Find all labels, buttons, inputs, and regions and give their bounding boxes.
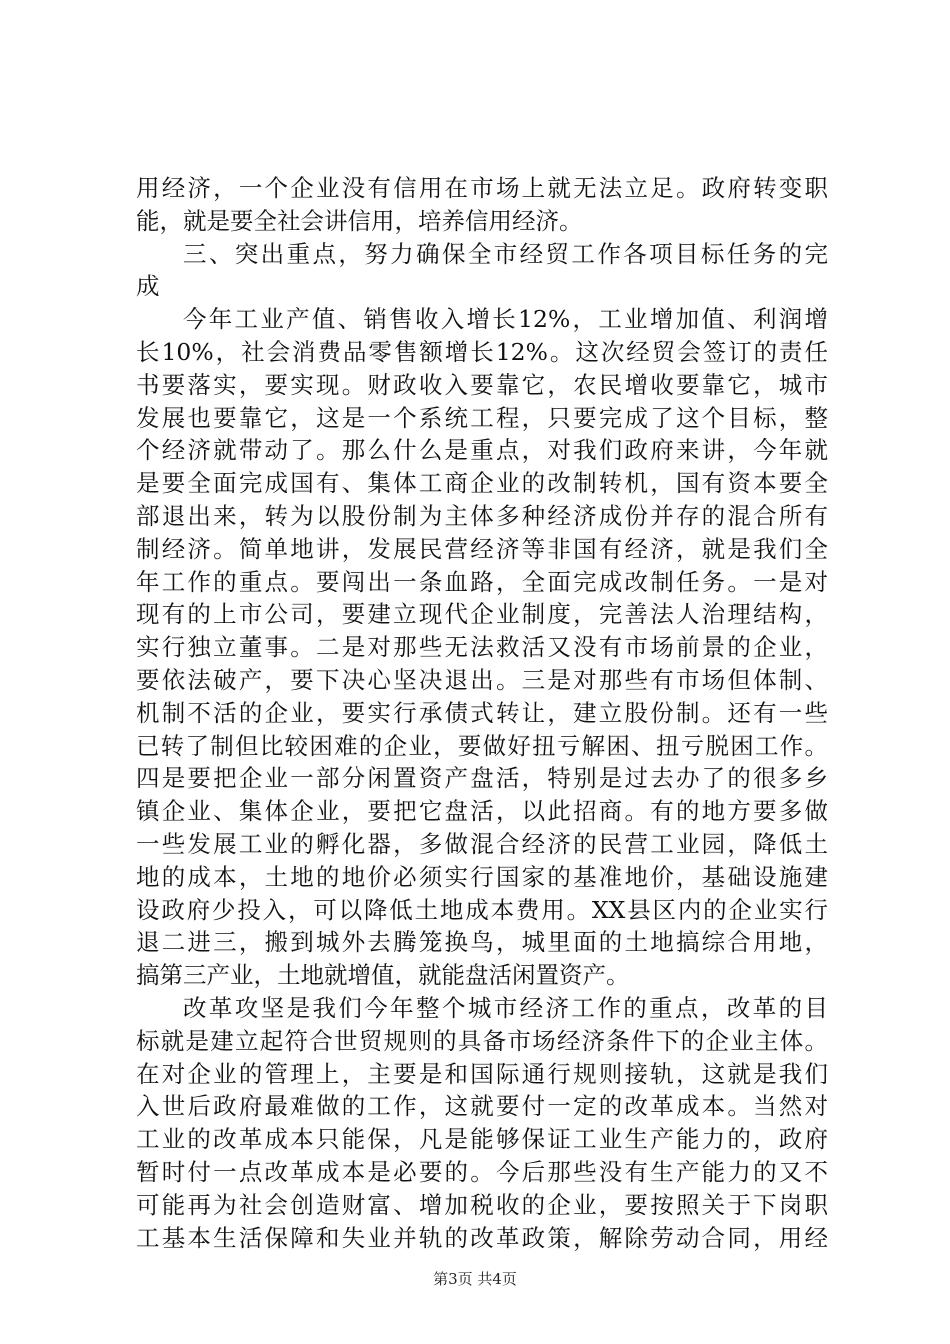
text-line: 要依法破产，要下决心坚决退出。三是对那些有市场但体制、 bbox=[136, 665, 828, 694]
text-line: 用经济，一个企业没有信用在市场上就无法立足。政府转变职 bbox=[136, 174, 828, 202]
text-line: 发展也要靠它，这是一个系统工程，只要完成了这个目标，整 bbox=[136, 403, 828, 432]
text-line: 地的成本，土地的地价必须实行国家的基准地价，基础设施建 bbox=[136, 862, 828, 891]
text-line: 可能再为社会创造财富、增加税收的企业，要按照关于下岗职 bbox=[136, 1190, 828, 1219]
text-line: 一些发展工业的孵化器，多做混合经济的民营工业园，降低土 bbox=[136, 829, 828, 858]
text-line: 搞第三产业，土地就增值，就能盘活闲置资产。 bbox=[136, 961, 630, 990]
text-line: 入世后政府最难做的工作，这就要付一定的改革成本。当然对 bbox=[136, 1092, 828, 1121]
text-line: 标就是建立起符合世贸规则的具备市场经济条件下的企业主体。 bbox=[136, 1026, 828, 1055]
text-line: 设政府少投入，可以降低土地成本费用。XX县区内的企业实行 bbox=[136, 895, 828, 924]
text-line: 实行独立董事。二是对那些无法救活又没有市场前景的企业， bbox=[136, 633, 828, 662]
text-line: 在对企业的管理上，主要是和国际通行规则接轨，这就是我们 bbox=[136, 1059, 828, 1088]
text-line: 三、突出重点，努力确保全市经贸工作各项目标任务的完 bbox=[183, 239, 828, 268]
text-line: 个经济就带动了。那么什么是重点，对我们政府来讲，今年就 bbox=[136, 436, 828, 465]
text-line: 机制不活的企业，要实行承债式转让，建立股份制。还有一些 bbox=[136, 698, 828, 727]
text-line: 今年工业产值、销售收入增长12%，工业增加值、利润增 bbox=[183, 305, 828, 334]
text-line: 工业的改革成本只能保，凡是能够保证工业生产能力的，政府 bbox=[136, 1125, 828, 1154]
document-body bbox=[136, 172, 828, 1254]
text-line: 暂时付一点改革成本是必要的。今后那些没有生产能力的又不 bbox=[136, 1157, 828, 1186]
text-line: 长10%，社会消费品零售额增长12%。这次经贸会签订的责任 bbox=[136, 337, 828, 366]
text-line: 已转了制但比较困难的企业，要做好扭亏解困、扭亏脱困工作。 bbox=[136, 731, 828, 760]
text-line: 现有的上市公司，要建立现代企业制度，完善法人治理结构， bbox=[136, 600, 828, 629]
text-line: 部退出来，转为以股份制为主体多种经济成份并存的混合所有 bbox=[136, 501, 828, 530]
text-line: 镇企业、集体企业，要把它盘活，以此招商。有的地方要多做 bbox=[136, 797, 828, 826]
text-line: 退二进三，搬到城外去腾笼换鸟，城里面的土地搞综合用地， bbox=[136, 928, 828, 957]
text-line: 能，就是要全社会讲信用，培养信用经济。 bbox=[136, 206, 583, 235]
text-line: 制经济。简单地讲，发展民营经济等非国有经济，就是我们全 bbox=[136, 534, 828, 563]
text-line: 是要全面完成国有、集体工商企业的改制转机，国有资本要全 bbox=[136, 469, 828, 498]
text-line: 工基本生活保障和失业并轨的改革政策，解除劳动合同，用经 bbox=[136, 1223, 828, 1252]
text-line: 年工作的重点。要闯出一条血路，全面完成改制任务。一是对 bbox=[136, 567, 828, 596]
page-number-footer: 第3页 共4页 bbox=[433, 1270, 517, 1288]
text-line: 书要落实，要实现。财政收入要靠它，农民增收要靠它，城市 bbox=[136, 370, 828, 399]
text-line: 四是要把企业一部分闲置资产盘活，特别是过去办了的很多乡 bbox=[136, 764, 828, 793]
text-line: 改革攻坚是我们今年整个城市经济工作的重点，改革的目 bbox=[183, 993, 828, 1022]
text-line: 成 bbox=[136, 272, 160, 301]
